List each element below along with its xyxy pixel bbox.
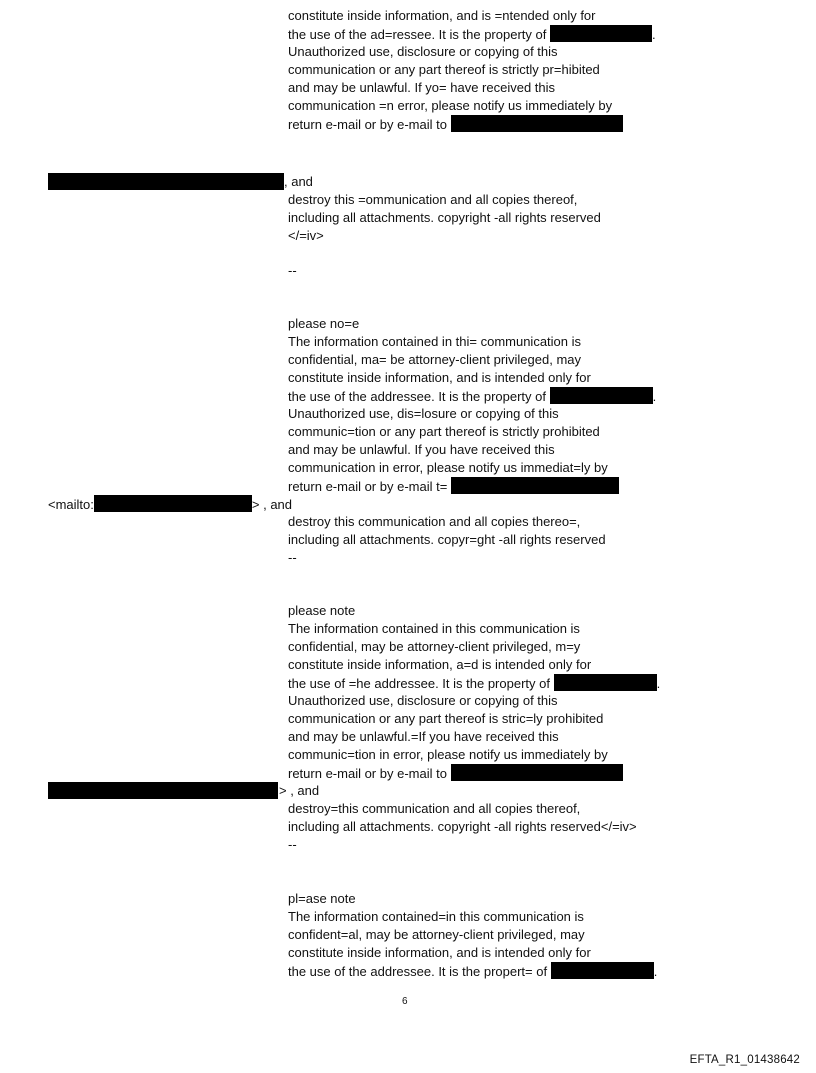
- text-line: communic=tion or any part thereof is strictly prohibited: [288, 424, 600, 439]
- redaction-bar: [451, 764, 623, 781]
- redaction-bar: [94, 495, 252, 512]
- text-line: please note: [288, 603, 356, 618]
- text-line: communic=tion in error, please notify us immediately by: [288, 747, 608, 762]
- text-line: return e-mail or by e-mail to: [288, 115, 623, 134]
- text-line: communication in error, please notify us immediat=ly by: [288, 460, 608, 475]
- text-line: constitute inside information, and is intended only for: [288, 370, 591, 385]
- page-number: 6: [402, 996, 408, 1007]
- text-line: constitute inside information, a=d is intended only for: [288, 657, 592, 672]
- text-line: </=iv>: [288, 228, 324, 243]
- text-line: and may be unlawful.=If you have received this: [288, 729, 559, 744]
- redaction-bar: [550, 387, 653, 404]
- text-line: please no=e: [288, 316, 360, 331]
- text-line: Unauthorized use, disclosure or copying of this: [288, 693, 558, 708]
- text-line: the use of =he addressee. It is the property of .: [288, 676, 661, 691]
- text-line: The information contained=in this communication is: [288, 909, 584, 924]
- text-line: the use of the addressee. It is the propert= of .: [288, 964, 658, 979]
- text-line: confident=al, may be attorney-client privileged, may: [288, 927, 585, 942]
- document-id: EFTA_R1_01438642: [689, 1054, 800, 1066]
- text-line: return e-mail or by e-mail t=: [288, 477, 619, 496]
- redaction-bar: [451, 477, 619, 494]
- text-line: destroy this =ommunication and all copies thereof,: [288, 192, 578, 207]
- text-line: the use of the ad=ressee. It is the property of .: [288, 27, 656, 42]
- separator: --: [288, 263, 297, 278]
- mailto-line: <mailto: > , and: [48, 497, 293, 512]
- text-line: and may be unlawful. If you have received this: [288, 442, 555, 457]
- text-line: communication or any part thereof is stric=ly prohibited: [288, 711, 604, 726]
- text-line: including all attachments. copyright -all rights reserved: [288, 210, 601, 225]
- separator: --: [288, 550, 297, 565]
- text-line: constitute inside information, and is intended only for: [288, 945, 591, 960]
- text-line: return e-mail or by e-mail to: [288, 764, 623, 783]
- redaction-bar: [551, 962, 654, 979]
- text-line: destroy=this communication and all copies thereof,: [288, 801, 581, 816]
- text-line: and may be unlawful. If yo= have received this: [288, 80, 556, 95]
- text-line: confidential, ma= be attorney-client privileged, may: [288, 352, 582, 367]
- text-line: , and: [284, 174, 313, 189]
- text-line: constitute inside information, and is =ntended only for: [288, 8, 596, 23]
- redaction-bar: [554, 674, 657, 691]
- text-line: Unauthorized use, dis=losure or copying of this: [288, 406, 559, 421]
- text-line: including all attachments. copyright -all rights reserved</=iv>: [288, 819, 637, 834]
- text-line: including all attachments. copyr=ght -all rights reserved: [288, 532, 606, 547]
- separator: --: [288, 837, 297, 852]
- text-line: The information contained in thi= communication is: [288, 334, 582, 349]
- text-line: Unauthorized use, disclosure or copying of this: [288, 44, 558, 59]
- text-line: > , and: [279, 783, 320, 798]
- text-line: destroy this communication and all copies thereo=,: [288, 514, 581, 529]
- text-line: pl=ase note: [288, 891, 356, 906]
- text-line: communication =n error, please notify us immediately by: [288, 98, 613, 113]
- text-line: the use of the addressee. It is the property of .: [288, 389, 657, 404]
- text-line: confidential, may be attorney-client privileged, m=y: [288, 639, 581, 654]
- redaction-bar: [550, 25, 652, 42]
- text-line: communication or any part thereof is strictly pr=hibited: [288, 62, 600, 77]
- redaction-bar: [48, 173, 284, 190]
- text-line: The information contained in this communication is: [288, 621, 580, 636]
- redaction-bar: [451, 115, 623, 132]
- redaction-bar: [48, 782, 278, 799]
